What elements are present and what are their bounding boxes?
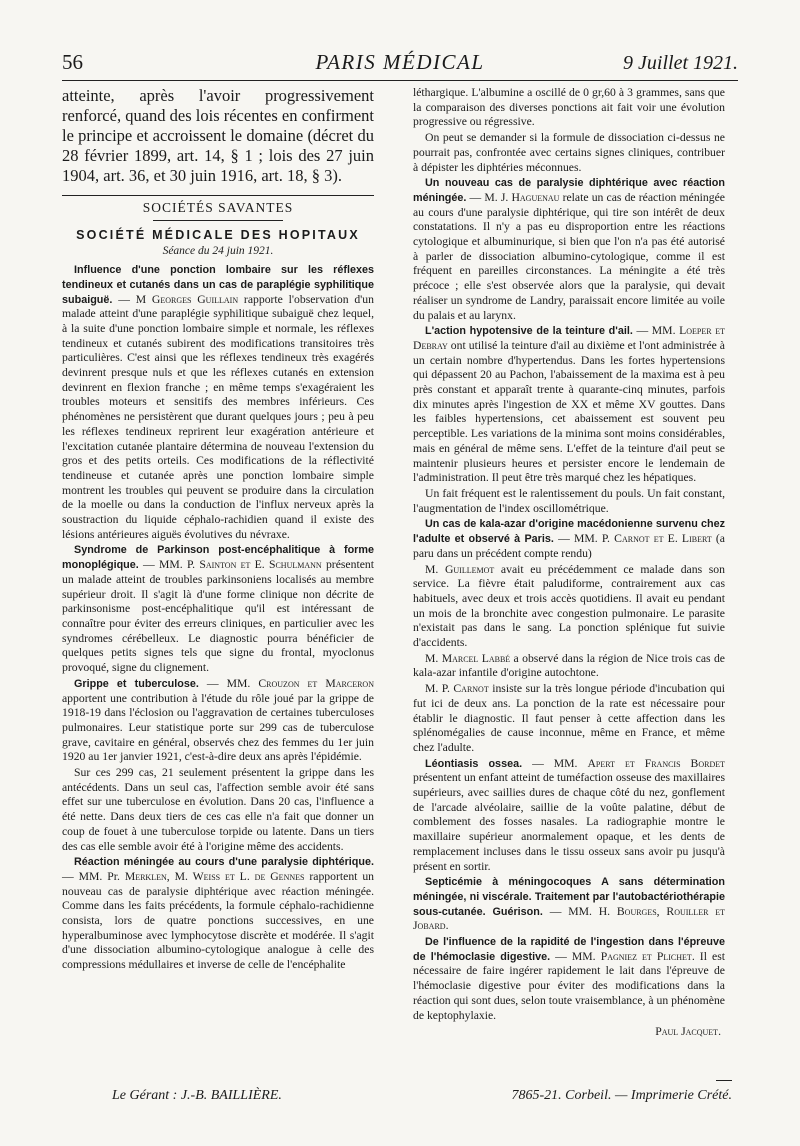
article-authors: Apert et Francis Bordet [587, 756, 725, 770]
article-paragraph: Influence d'une ponction lombaire sur les réflexes tendineux et cutanés dans un cas de paraplégie syphilitique subaiguë. — M Georges Guillain rapporte l'observation d'un malade atteint d'une paraplégie syphilitique subaiguë chez lequel, à la suite d'une ponction lombaire simple et normale, les réflexes tendineux et cutanés subirent des modifications transitoires très particulières. C'est ainsi que les réflexes tendineux très exagérés devinrent presque nuls et que les réflexes cutanés en extension devinrent en flexion franche ; en même temps s'exagéraient les troubles moteurs et sensitifs des membres inférieurs. Ces phénomènes ne persistèrent que durant quelques jours ; peu à peu les réflexes tendineux reprirent leur exagération antérieure et l'excitation cutanée plantaire détermina de nouveau l'extension du gros et des petits orteils. Ces modifications de la réflectivité tendineuse et cutanée après une ponction lombaire simple montrent les troubles qui peuvent se produire dans la circulation de la moelle ou dans la conduction de l'influx nerveux après la soustraction du liquide céphalo-rachidien quand il existe des lésions antérieures aiguës évolutives du névraxe. [62, 264, 374, 541]
article-title: Grippe et tuberculose. [74, 677, 199, 690]
article-authors: Loeper et Debray [413, 324, 725, 352]
article-paragraph: On peut se demander si la formule de dissociation ci-dessus ne pourrait pas, confrontée avec certains signes cliniques, contribuer à dépister les diphtéries méconnues. [413, 131, 725, 174]
page-header [62, 50, 738, 81]
article-authors: Marcel Labbé [441, 651, 511, 665]
footer-rule [716, 1080, 732, 1081]
article-authors: Georges Guillain [151, 292, 239, 306]
article-paragraph: L'action hypotensive de la teinture d'ail. — MM. Loeper et Debray ont utilisé la teinture d'ail au dixième et l'ont administrée à un certain nombre d'hypertendus. Dans les fortes hypertensions qui dépassent 20 au Pachon, l'abaissement de la maxima est à peu près constant et apparaît trente à quarante-cinq minutes, parfois dix minutes après l'ingestion de XX et même XV gouttes. Dans les faibles hypertensions, cet abaissement est souvent peu perceptible. Les variations de la minima sont moins considérables, mais en général de même sens. L'effet de la teinture d'ail peut se maintenir plusieurs heures et persister encore le lendemain de l'administration. Il peut être très marqué chez les hépatiques. [413, 324, 725, 485]
article-paragraph: Réaction méningée au cours d'une paralysie diphtérique. — MM. Pr. Merklen, M. Weiss et L. de Gennes rapportent un nouveau cas de paralysie diphtérique avec réaction méningée. Comme dans les faits précédents, la formule céphalo-rachidienne consista, lors de quatre ponctions successives, en une hyperalbuminose avec lymphocytose discrète et modérée. Il s'agit d'une dissociation albumino-cytologique analogue à celle des compressions médullaires et inverse de celle de l'encéphalite [62, 856, 375, 972]
article-paragraph: Un fait fréquent est le ralentissement du pouls. Un fait constant, l'augmentation de l'index oscillométrique. [413, 486, 725, 515]
footer-printer: 7865-21. Corbeil. — Imprimerie Crété. [511, 1088, 732, 1103]
article-paragraph: Un nouveau cas de paralysie diphtérique avec réaction méningée. — M. J. Haguenau relate un cas de réaction méningée au cours d'une paralysie diphtérique, qui tire son intérêt de deux constatations. Il n'y a pas eu disproportion entre les réactions cytologique et albuminurique, si bien que l'on n'a pas été autorisé à parler de dissociation albumino-cytologique, comme il est fréquent en pareilles circonstances. La méningite a été très précoce ; elle s'est observée alors que la paralysie, qui devait réaliser un syndrome de Landry, paraissait encore limitée au voile du palais et au larynx. [413, 177, 725, 322]
page-number: 56 [62, 50, 83, 74]
signature: Paul Jacquet. [655, 1025, 721, 1039]
intro-paragraph: atteinte, après l'avoir progressivement renforcé, quand des lois récentes en confirment le principe et accroissent le domaine (décret du 28 février 1899, art. 14, § 1 ; lois des 27 juin 1904, art. 36, et 30 juin 1916, art. 18, § 3). [62, 86, 374, 185]
article-title: Réaction méningée au cours d'une paralysie diphtérique. [74, 856, 374, 869]
left-column [62, 86, 374, 974]
article-title: Syndrome de Parkinson post-encéphalitique à forme monoplégique. [62, 544, 374, 572]
article-title: L'action hypotensive de la teinture d'ail. [425, 325, 633, 338]
article-paragraph: Sur ces 299 cas, 21 seulement présentent la grippe dans les antécédents. Dans un seul cas, l'affection semble avoir été sans effet sur une tuberculose en évolution. Dans 20 cas, l'influence a été nette. Dans deux tiers de ces cas elle n'a fait que donner un coup de fouet à une tuberculose torpide ou latente. Dans un tiers des cas elle semble avoir été à l'origine même des accidents. [62, 766, 374, 853]
article-paragraph: Syndrome de Parkinson post-encéphalitique à forme monoplégique. — MM. P. Sainton et E. Schulmann présentent un malade atteint de troubles parkinsoniens localisés au membre supérieur droit. Il s'agit là d'une forme clinique non décrite de parkinsonisme post-encéphalitique qu'il est intéressant de connaître pour éviter des erreurs cliniques, en particulier avec les syndromes cérébelleux. Le diagnostic pourra bénéficier de quelques petits signes tels que signe du frontal, myoclonus provoqué, signe du clignement. [62, 544, 374, 675]
article-authors: Sainton et E. Schulmann [199, 558, 322, 572]
article-continuation: léthargique. L'albumine a oscillé de 0 gr,60 à 3 grammes, sans que la comparaison des diverses ponctions ait fait voir une évolution progressive ou régressive. [413, 86, 725, 129]
section-rule [62, 195, 374, 196]
article-title: De l'influence de la rapidité de l'ingestion dans l'épreuve de l'hémoclasie digestive. [413, 936, 725, 963]
issue-date: 9 Juillet 1921. [623, 52, 738, 74]
article-paragraph: De l'influence de la rapidité de l'ingestion dans l'épreuve de l'hémoclasie digestive. — MM. Pagniez et Plichet. Il est nécessaire de faire ingérer rapidement le lait dans l'épreuve de l'hémoclasie digestive pour éviter des modifications dans la réaction qui sont dues, selon toute vraisemblance, à un phénomène de keptophylaxie. [413, 936, 725, 1022]
page-footer [112, 1088, 738, 1110]
article-authors: Merklen, M. Weiss et L. de Gennes [124, 869, 305, 883]
article-authors: Carnot et E. Libert [614, 532, 712, 546]
article-authors: Crouzon et Marceron [258, 676, 374, 690]
footer-manager: Le Gérant : J.-B. BAILLIÈRE. [112, 1088, 282, 1103]
article-paragraph: M. Marcel Labbé a observé dans la région de Nice trois cas de kala-azar infantile d'origine autochtone. [413, 651, 725, 680]
article-title: Léontiasis ossea. [425, 757, 523, 770]
article-paragraph: M. P. Carnot insiste sur la très longue période d'incubation qui fut ici de deux ans. La ponction de la rate est nécessaire pour établir le diagnostic. Il faut penser à cette affection dans les splénomégalies de cause inconnue, même en France, et même chez l'adulte. [413, 682, 725, 754]
article-paragraph: Léontiasis ossea. — MM. Apert et Francis Bordet présentent un enfant atteint de tuméfaction osseuse des maxillaires supérieurs, avec saillies dures de chaque côté du nez, gonflement de l'arcade alvéolaire, saillie de la voûte palatine, début de comblement des fosses nasales. La radiographie montre le maxillaire supérieur anormalement opaque, et les dents de remplacement incluses dans le tissu osseux sans avoir pu jusqu'à présent en sortir. [413, 756, 725, 873]
article-authors: Haguenau [511, 190, 560, 204]
article-authors: Bourges, Rouiller et Jobard [413, 904, 725, 933]
article-authors: Carnot [453, 682, 489, 696]
society-title: SOCIÉTÉ MÉDICALE DES HOPITAUX [76, 227, 360, 242]
article-title: Un cas de kala-azar d'origine macédonienne survenu chez l'adulte et observé à Paris. [413, 518, 725, 546]
journal-title: PARIS MÉDICAL [315, 50, 485, 74]
article-authors: Pagniez et Plichet [600, 949, 692, 963]
article-title: Septicémie à méningocoques A sans détermination méningée, ni viscérale. Traitement par l'autobactériothérapie sous-cutanée. Guérison. [413, 876, 725, 918]
article-paragraph: M. Guillemot avait eu précédemment ce malade dans son service. La fièvre était paludiforme, contrairement aux cas habituels, avec deux et trois accès quotidiens. Il avait eu pendant un mois de la bronchite avec congestion pulmonaire. Le parasite n'existait pas dans le sang. La ponction splénique fut suivie d'accidents. [413, 562, 725, 650]
article-paragraph: Grippe et tuberculose. — MM. Crouzon et Marceron apportent une contribution à l'étude du rôle joué par la grippe de 1918-19 dans l'éclosion ou l'aggravation de certaines tuberculoses pulmonaires. Leur statistique porte sur 299 cas de tuberculose grave, cavitaire en général, observés chez des femmes du 1er juin 1920 au 1er janvier 1921, c'est-à-dire deux ans après l'épidémie. [62, 676, 374, 764]
section-underline [153, 220, 283, 221]
article-authors: Guillemot [444, 562, 495, 576]
session-date: Séance du 24 juin 1921. [162, 245, 274, 258]
article-paragraph: Septicémie à méningocoques A sans détermination méningée, ni viscérale. Traitement par l'autobactériothérapie sous-cutanée. Guérison. — MM. H. Bourges, Rouiller et Jobard. [413, 876, 725, 933]
section-title: SOCIÉTÉS SAVANTES [142, 200, 294, 215]
article-title: Influence d'une ponction lombaire sur les réflexes tendineux et cutanés dans un cas de paraplégie syphilitique subaiguë. [62, 264, 374, 306]
right-column [413, 86, 725, 1040]
article-paragraph: Un cas de kala-azar d'origine macédonienne survenu chez l'adulte et observé à Paris. — MM. P. Carnot et E. Libert (a paru dans un précédent compte rendu) [413, 518, 725, 560]
article-title: Un nouveau cas de paralysie diphtérique avec réaction méningée. [413, 177, 725, 204]
